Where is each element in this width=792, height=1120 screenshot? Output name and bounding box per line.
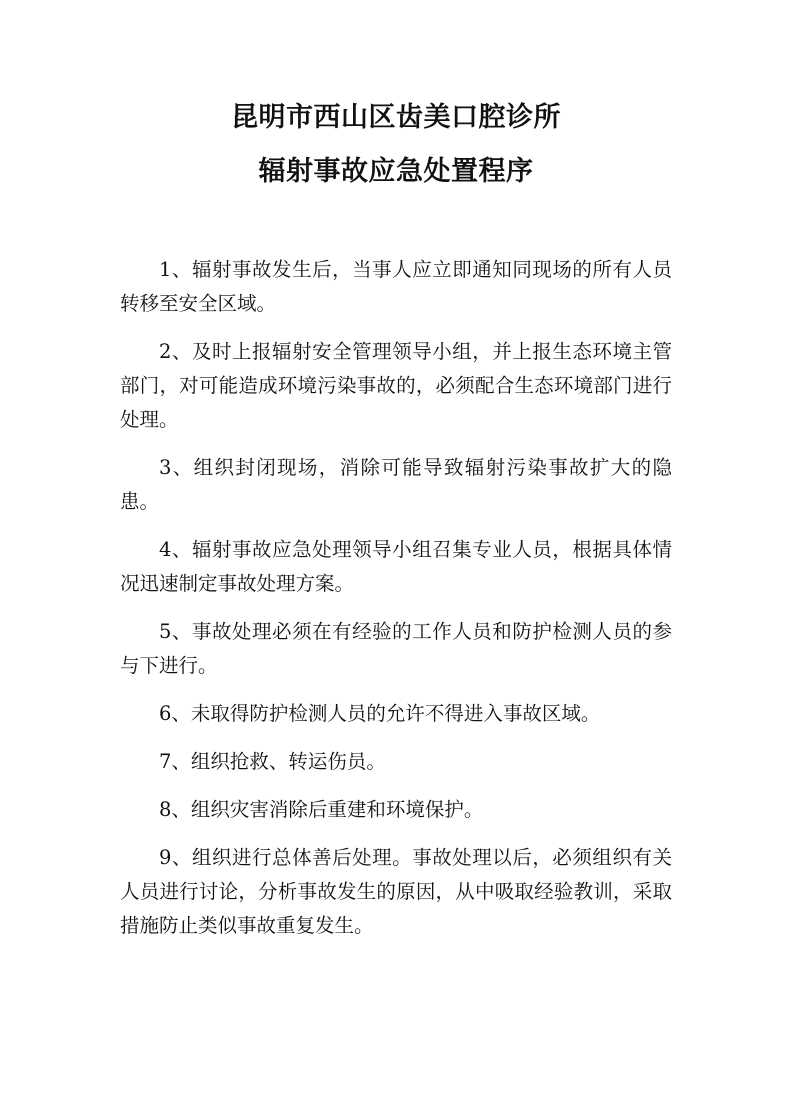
paragraph-7: 7、组织抢救、转运伤员。 (159, 750, 386, 773)
paragraph-4: 4、辐射事故应急处理领导小组召集专业人员，根据具体情况迅速制定事故处理方案。 (120, 538, 672, 595)
document-body (120, 253, 672, 957)
paragraph-5: 5、事故处理必须在有经验的工作人员和防护检测人员的参与下进行。 (120, 620, 672, 677)
paragraph-3: 3、组织封闭现场，消除可能导致辐射污染事故扩大的隐患。 (120, 456, 672, 513)
document-title-procedure: 辐射事故应急处置程序 (258, 156, 534, 187)
paragraph-1: 1、辐射事故发生后，当事人应立即通知同现场的所有人员转移至安全区域。 (120, 258, 672, 315)
document-title-organization: 昆明市西山区齿美口腔诊所 (231, 102, 561, 133)
paragraph-2: 2、及时上报辐射安全管理领导小组，并上报生态环境主管部门，对可能造成环境污染事故的，必须配合生态环境部门进行处理。 (120, 340, 672, 431)
paragraph-9: 9、组织进行总体善后处理。事故处理以后，必须组织有关人员进行讨论，分析事故发生的原因，从中吸取经验教训，采取措施防止类似事故重复发生。 (120, 846, 672, 937)
paragraph-8: 8、组织灾害消除后重建和环境保护。 (159, 798, 484, 821)
paragraph-6: 6、未取得防护检测人员的允许不得进入事故区域。 (159, 702, 601, 725)
